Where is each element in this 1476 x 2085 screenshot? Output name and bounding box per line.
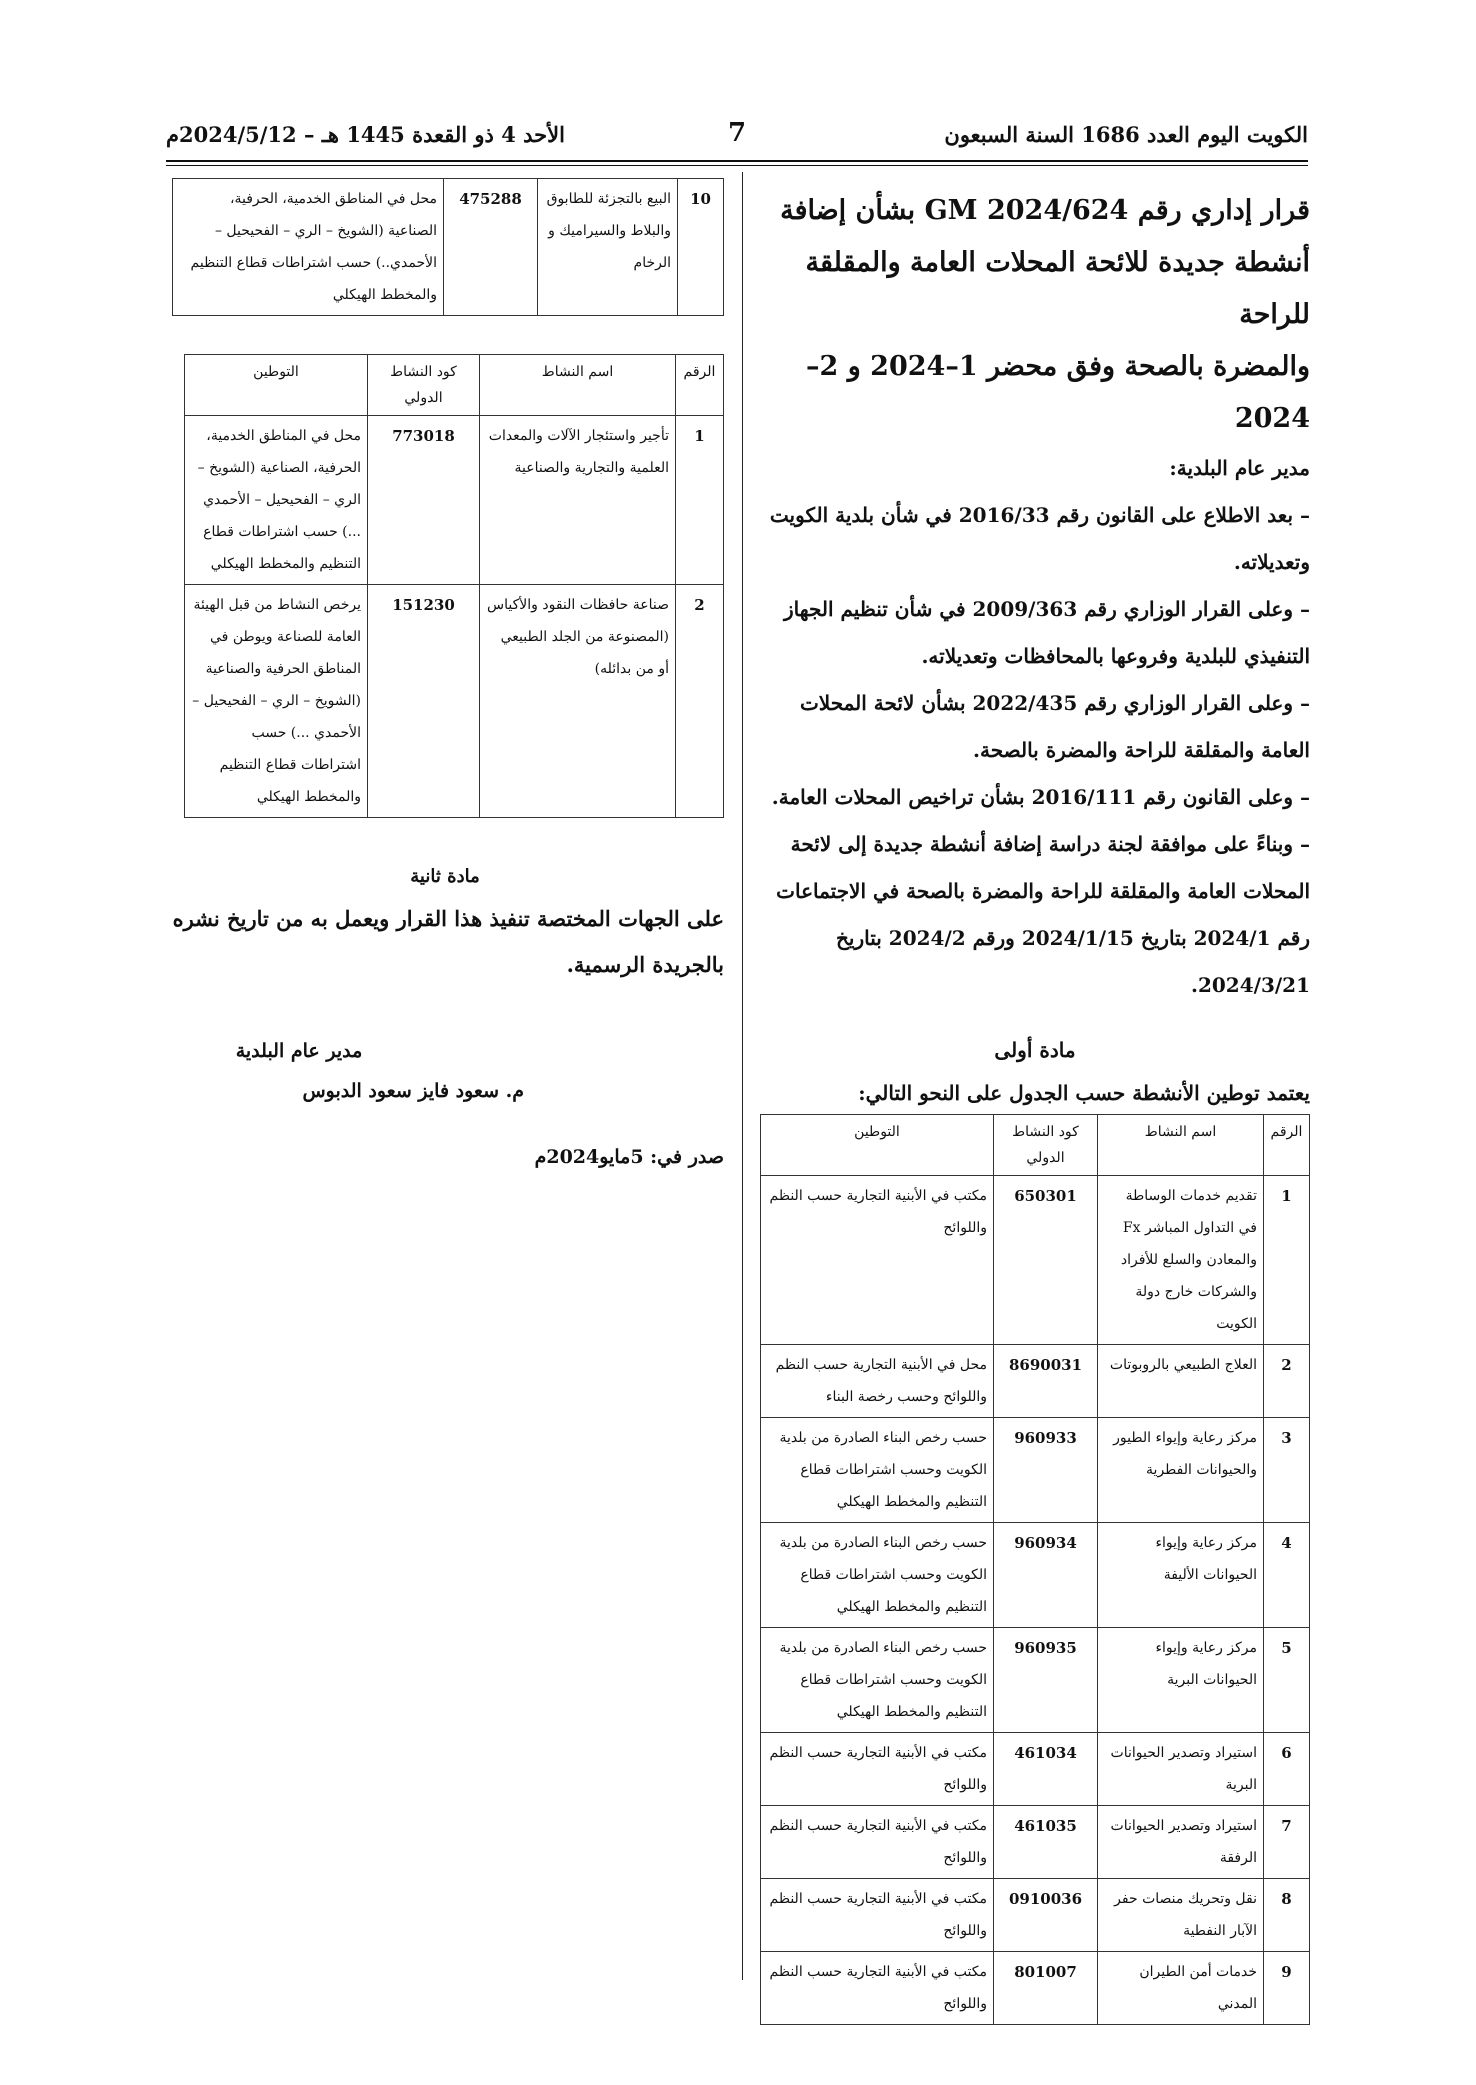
article1-title: مادة أولى: [994, 1038, 1076, 1062]
cell-no: 2: [1264, 1345, 1310, 1418]
table-row: [173, 179, 724, 316]
cell-code: 151230: [368, 585, 480, 818]
article1-intro: يعتمد توطين الأنشطة حسب الجدول على النحو التالي:: [858, 1081, 1310, 1105]
signature-name: م. سعود فايز سعود الدبوس: [302, 1080, 524, 1102]
cell-location: محل في المناطق الخدمية، الحرفية، الصناعية (الشويخ – الري – الفحيحيل – الأحمدي ...) حسب اشتراطات قطاع التنظيم والمخطط الهيكلي: [185, 416, 368, 585]
cell-location: مكتب في الأبنية التجارية حسب النظم واللوائح: [761, 1176, 994, 1345]
table-row: [185, 585, 724, 818]
table-row: [761, 1628, 1310, 1733]
cell-no: 1: [676, 416, 724, 585]
table-row: [761, 1345, 1310, 1418]
cell-code: 960935: [994, 1628, 1098, 1733]
cell-name: البيع بالتجزئة للطابوق والبلاط والسيراميك و الرخام: [538, 179, 678, 316]
preamble-item: – وعلى القرار الوزاري رقم 2022/435 بشأن لائحة المحلات العامة والمقلقة للراحة والمضرة بالصحة.: [799, 691, 1310, 762]
signature-role: مدير عام البلدية: [235, 1040, 363, 1062]
cell-name: نقل وتحريك منصات حفر الآبار النفطية: [1098, 1879, 1264, 1952]
gazette-issue: الكويت اليوم العدد 1686 السنة السبعون: [944, 122, 1308, 147]
cell-name: استيراد وتصدير الحيوانات الرفقة: [1098, 1806, 1264, 1879]
cell-no: 5: [1264, 1628, 1310, 1733]
cell-name: استيراد وتصدير الحيوانات البرية: [1098, 1733, 1264, 1806]
preamble-item: – بعد الاطلاع على القانون رقم 2016/33 في شأن بلدية الكويت وتعديلاته.: [769, 503, 1310, 574]
article2-text: على الجهات المختصة تنفيذ هذا القرار ويعمل به من تاريخ نشره بالجريدة الرسمية.: [172, 906, 724, 977]
col-name: اسم النشاط: [1098, 1115, 1264, 1176]
title-line: قرار إداري رقم GM 2024/624 بشأن إضافة: [780, 195, 1310, 226]
cell-location: مكتب في الأبنية التجارية حسب النظم واللوائح: [761, 1879, 994, 1952]
col-code: كود النشاط الدولي: [994, 1115, 1098, 1176]
cell-code: 650301: [994, 1176, 1098, 1345]
cell-no: 1: [1264, 1176, 1310, 1345]
table-row: [185, 416, 724, 585]
page-header: [166, 118, 1308, 158]
cell-code: 461034: [994, 1733, 1098, 1806]
cell-code: 960934: [994, 1523, 1098, 1628]
cell-name: تأجير واستئجار الآلات والمعدات العلمية والتجارية والصناعية: [480, 416, 676, 585]
cell-location: يرخص النشاط من قبل الهيئة العامة للصناعة ويوطن في المناطق الحرفية والصناعية (الشويخ – الري – الفحيحيل – الأحمدي ...) حسب اشتراطات قطاع التنظيم والمخطط الهيكلي: [185, 585, 368, 818]
cell-name: خدمات أمن الطيران المدني: [1098, 1952, 1264, 2025]
col-location: التوطين: [761, 1115, 994, 1176]
table-row: [761, 1523, 1310, 1628]
article2-title: مادة ثانية: [410, 866, 480, 887]
cell-name: مركز رعاية وإيواء الحيوانات الأليفة: [1098, 1523, 1264, 1628]
page-number: 7: [727, 118, 747, 148]
cell-location: مكتب في الأبنية التجارية حسب النظم واللوائح: [761, 1806, 994, 1879]
activities-table-2: [184, 354, 724, 818]
cell-code: 801007: [994, 1952, 1098, 2025]
cell-name: صناعة حافظات النقود والأكياس (المصنوعة من الجلد الطبيعي أو من بدائله): [480, 585, 676, 818]
header-rule: [166, 160, 1308, 162]
preamble-item: – وعلى القانون رقم 2016/111 بشأن تراخيص المحلات العامة.: [771, 785, 1310, 809]
cell-code: 0910036: [994, 1879, 1098, 1952]
cell-code: 773018: [368, 416, 480, 585]
table-header-row: [185, 355, 724, 416]
table-row: [761, 1733, 1310, 1806]
cell-code: 461035: [994, 1806, 1098, 1879]
preamble: [760, 445, 1310, 1009]
cell-code: 475288: [444, 179, 538, 316]
col-no: الرقم: [676, 355, 724, 416]
cell-no: 4: [1264, 1523, 1310, 1628]
issue-date: الأحد 4 ذو القعدة 1445 هـ – 2024/5/12م: [166, 122, 565, 147]
cell-name: مركز رعاية وإيواء الحيوانات البرية: [1098, 1628, 1264, 1733]
cell-no: 7: [1264, 1806, 1310, 1879]
cell-no: 10: [678, 179, 724, 316]
table-row: [761, 1176, 1310, 1345]
activities-table-1: [760, 1114, 1310, 2025]
cell-location: حسب رخص البناء الصادرة من بلدية الكويت وحسب اشتراطات قطاع التنظيم والمخطط الهيكلي: [761, 1628, 994, 1733]
cell-location: محل في المناطق الخدمية، الحرفية، الصناعية (الشويخ – الري – الفحيحيل – الأحمدي..) حسب اشتراطات قطاع التنظيم والمخطط الهيكلي: [173, 179, 444, 316]
preamble-item: – وعلى القرار الوزاري رقم 2009/363 في شأن تنظيم الجهاز التنفيذي للبلدية وفروعها بالمحافظات وتعديلاته.: [784, 597, 1310, 668]
cell-name: تقديم خدمات الوساطة في التداول المباشر Fx والمعادن والسلع للأفراد والشركات خارج دولة الكويت: [1098, 1176, 1264, 1345]
left-column: [166, 178, 724, 1168]
table-row: [761, 1806, 1310, 1879]
cell-name: العلاج الطبيعي بالروبوتات: [1098, 1345, 1264, 1418]
issue-statement: صدر في: 5مايو2024م: [534, 1146, 724, 1168]
header-rule-thin: [166, 165, 1308, 166]
col-name: اسم النشاط: [480, 355, 676, 416]
table-row: [761, 1952, 1310, 2025]
table-row: [761, 1418, 1310, 1523]
cell-location: مكتب في الأبنية التجارية حسب النظم واللوائح: [761, 1733, 994, 1806]
cell-location: محل في الأبنية التجارية حسب النظم واللوائح وحسب رخصة البناء: [761, 1345, 994, 1418]
cell-no: 3: [1264, 1418, 1310, 1523]
preamble-item: – وبناءً على موافقة لجنة دراسة إضافة أنشطة جديدة إلى لائحة المحلات العامة والمقلقة للراحة والمضرة بالصحة في الاجتماعات رقم 2024/1 بتاريخ 2024/1/15 ورقم 2024/2 بتاريخ 2024/3/21.: [776, 832, 1310, 997]
cell-code: 960933: [994, 1418, 1098, 1523]
cell-name: مركز رعاية وإيواء الطيور والحيوانات الفطرية: [1098, 1418, 1264, 1523]
cell-location: حسب رخص البناء الصادرة من بلدية الكويت وحسب اشتراطات قطاع التنظيم والمخطط الهيكلي: [761, 1523, 994, 1628]
cell-no: 9: [1264, 1952, 1310, 2025]
title-line: والمضرة بالصحة وفق محضر 1–2024 و 2–2024: [806, 351, 1310, 434]
decision-title: [760, 185, 1310, 445]
right-column: [760, 185, 1310, 2025]
cell-no: 6: [1264, 1733, 1310, 1806]
table-row: [761, 1879, 1310, 1952]
col-no: الرقم: [1264, 1115, 1310, 1176]
col-location: التوطين: [185, 355, 368, 416]
activities-table-continued: [172, 178, 724, 316]
table-header-row: [761, 1115, 1310, 1176]
title-line: أنشطة جديدة للائحة المحلات العامة والمقلقة للراحة: [805, 247, 1310, 330]
cell-no: 2: [676, 585, 724, 818]
col-code: كود النشاط الدولي: [368, 355, 480, 416]
cell-code: 8690031: [994, 1345, 1098, 1418]
cell-no: 8: [1264, 1879, 1310, 1952]
cell-location: حسب رخص البناء الصادرة من بلدية الكويت وحسب اشتراطات قطاع التنظيم والمخطط الهيكلي: [761, 1418, 994, 1523]
column-divider: [742, 172, 743, 1980]
cell-location: مكتب في الأبنية التجارية حسب النظم واللوائح: [761, 1952, 994, 2025]
issuer: مدير عام البلدية:: [1169, 456, 1310, 480]
